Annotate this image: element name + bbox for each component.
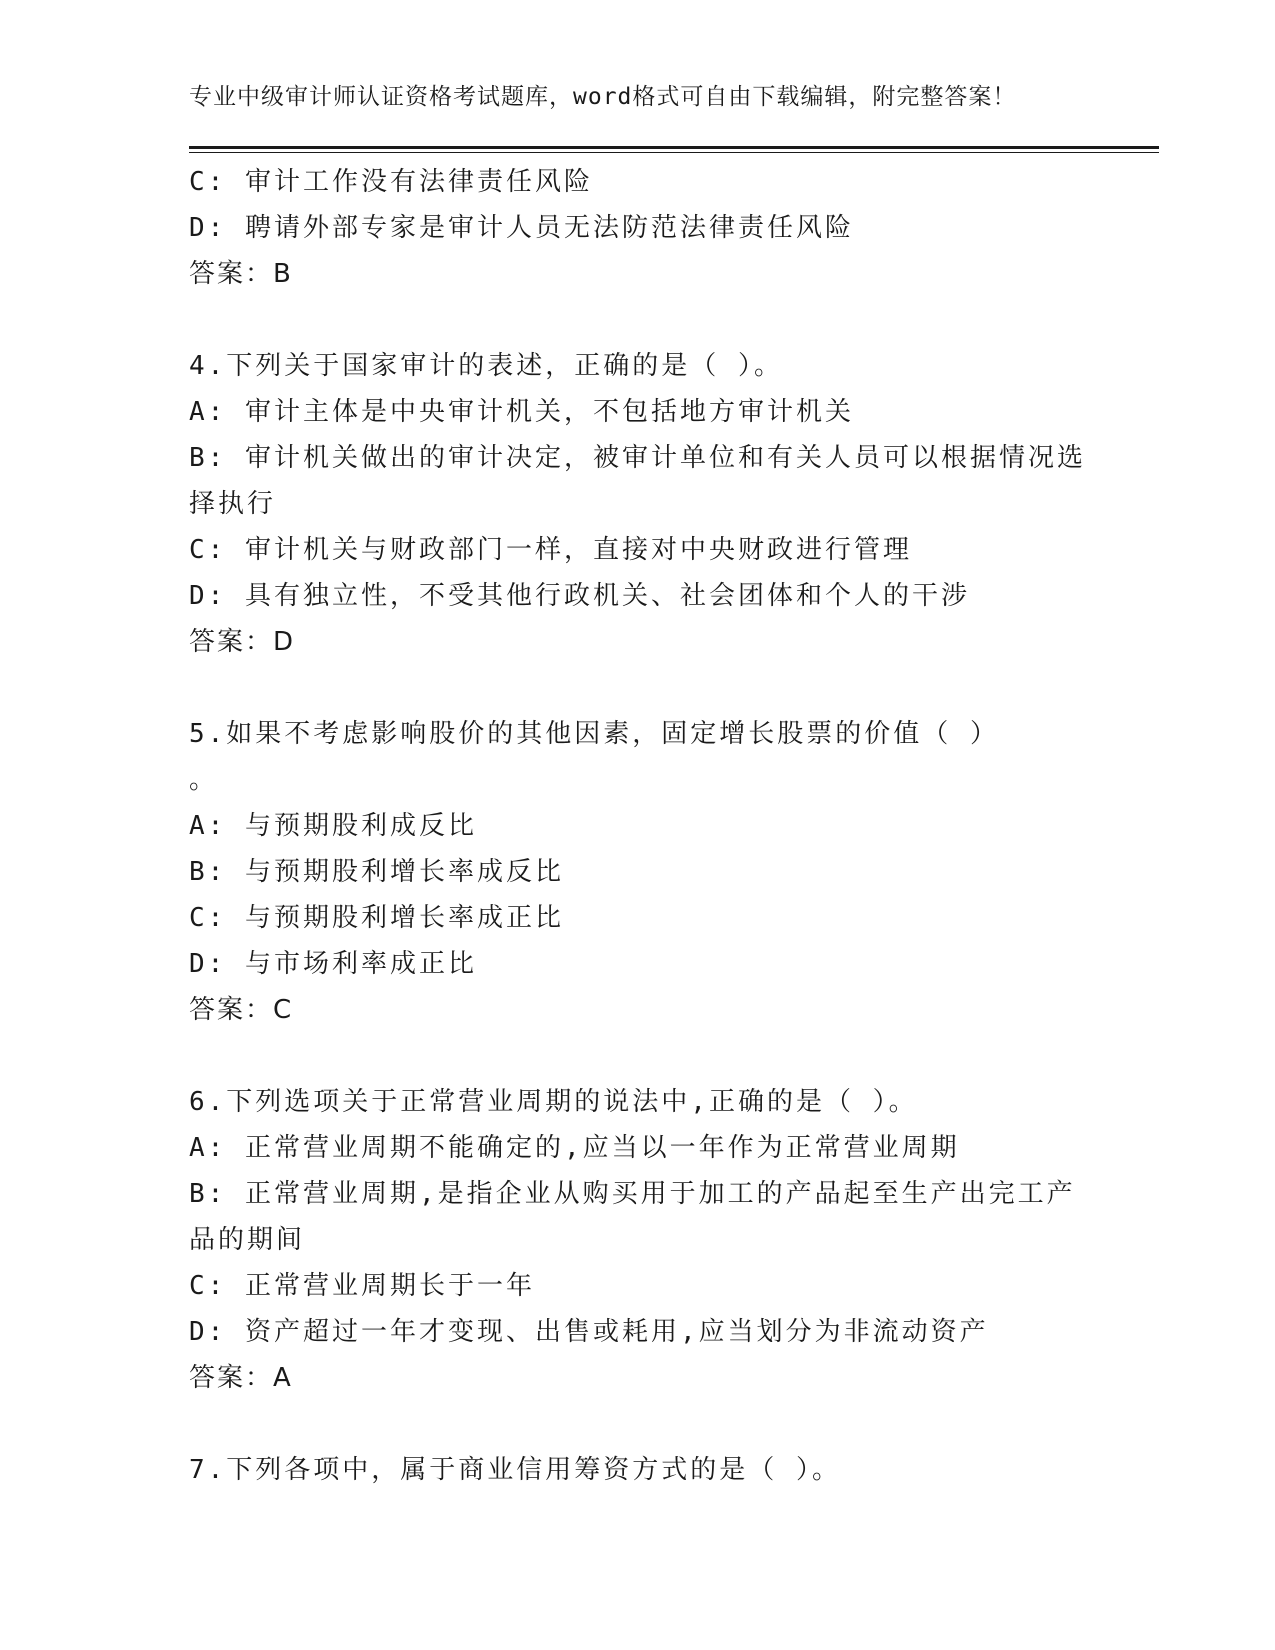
q7-stem: 7.下列各项中，属于商业信用筹资方式的是（ ）。	[189, 1455, 841, 1485]
q6-option-a: A: 正常营业周期不能确定的,应当以一年作为正常营业周期	[189, 1133, 960, 1163]
header-rule-thick	[189, 146, 1159, 149]
page-header: 专业中级审计师认证资格考试题库，word格式可自由下载编辑，附完整答案！	[189, 84, 1017, 110]
q6-option-d: D: 资产超过一年才变现、出售或耗用,应当划分为非流动资产	[189, 1317, 989, 1347]
header-rule-thin	[189, 152, 1159, 153]
q5-option-b: B: 与预期股利增长率成反比	[189, 857, 564, 887]
q4-option-d: D: 具有独立性，不受其他行政机关、社会团体和个人的干涉	[189, 581, 970, 611]
q5-stem: 5.如果不考虑影响股价的其他因素，固定增长股票的价值（ ）	[189, 719, 999, 749]
q4-stem: 4.下列关于国家审计的表述，正确的是（ ）。	[189, 351, 783, 381]
q6-option-b: B: 正常营业周期,是指企业从购买用于加工的产品起至生产出完工产	[189, 1179, 1076, 1209]
q4-option-b: B: 审计机关做出的审计决定，被审计单位和有关人员可以根据情况选	[189, 443, 1086, 473]
q6-answer: 答案：A	[189, 1363, 293, 1393]
q5-option-c: C: 与预期股利增长率成正比	[189, 903, 564, 933]
q4-answer: 答案：D	[189, 627, 296, 657]
q4-option-c: C: 审计机关与财政部门一样，直接对中央财政进行管理	[189, 535, 912, 565]
q6-option-c: C: 正常营业周期长于一年	[189, 1271, 535, 1301]
q5-stem-cont: 。	[189, 765, 219, 795]
q6-stem: 6.下列选项关于正常营业周期的说法中,正确的是（ ）。	[189, 1087, 918, 1117]
q4-option-b-cont: 择执行	[189, 489, 277, 519]
question-content	[189, 159, 1089, 1493]
q6-option-b-cont: 品的期间	[189, 1225, 306, 1255]
q3-option-c: C: 审计工作没有法律责任风险	[189, 167, 593, 197]
q5-option-d: D: 与市场利率成正比	[189, 949, 477, 979]
q3-answer: 答案：B	[189, 259, 293, 289]
q5-answer: 答案：C	[189, 995, 294, 1025]
q4-option-a: A: 审计主体是中央审计机关，不包括地方审计机关	[189, 397, 854, 427]
q3-option-d: D: 聘请外部专家是审计人员无法防范法律责任风险	[189, 213, 854, 243]
q5-option-a: A: 与预期股利成反比	[189, 811, 477, 841]
